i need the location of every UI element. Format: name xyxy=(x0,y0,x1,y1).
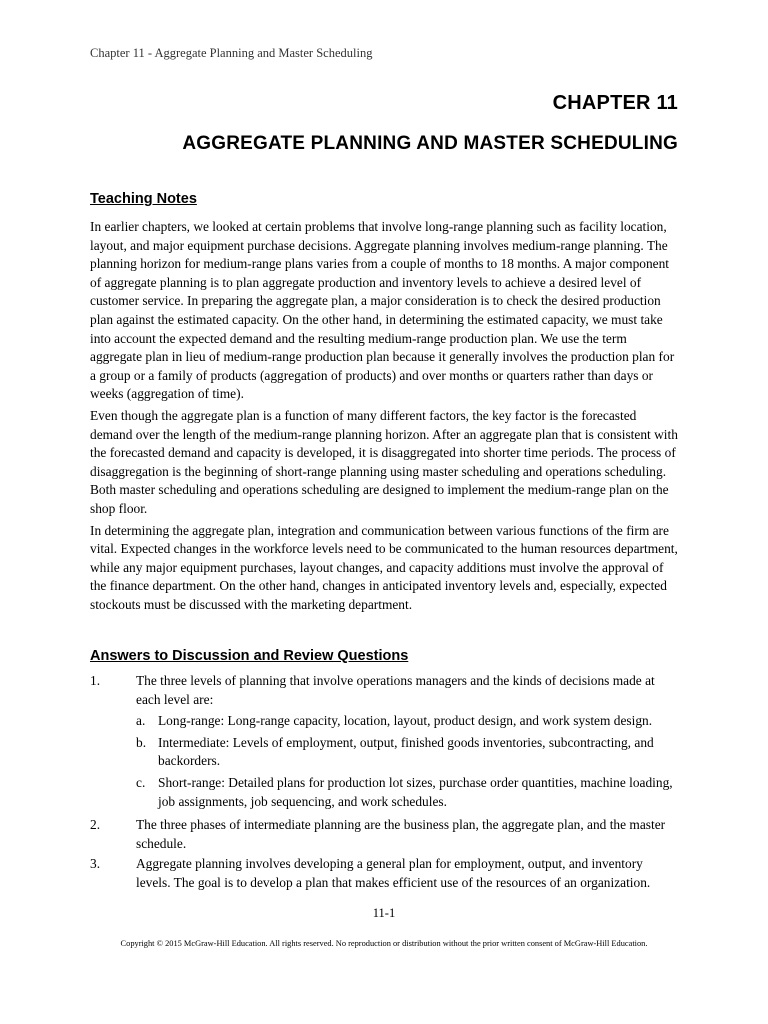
answer-item xyxy=(90,855,680,892)
paragraph: Even though the aggregate plan is a function of many different factors, the key factor is the forecasted demand over the length of the medium-range planning horizon. After an aggregate plan that is consistent with the forecasted demand and capacity is developed, it is disaggregated into shorter time periods. The process of disaggregation is the beginning of short-range planning using master scheduling and operations scheduling. Both master scheduling and operations scheduling are designed to implement the medium-range plan on the shop floor. xyxy=(90,407,678,516)
paragraph: In earlier chapters, we looked at certain problems that involve long-range planning such as facility location, layout, and major equipment purchase decisions. Aggregate planning involves medium-range planning. The planning horizon for medium-range plans varies from a couple of months to 18 months. A major component of aggregate planning is to plan aggregate production and inventory levels to achieve a desired level of customer service. In preparing the aggregate plan, a major consideration is to check the desired production plan against the estimated capacity. On the other hand, in determining the estimated capacity, we must take into account the expected demand and the resulting medium-range production plan. We use the term aggregate plan in lieu of medium-range production plan because it generally involves the production plan for a group or a family of products (aggregation of products) and over months or quarters rather than days or weeks (aggregation of time). xyxy=(90,219,675,402)
answer-number: 2. xyxy=(90,817,101,833)
teaching-notes-heading: Teaching Notes xyxy=(90,191,197,207)
answer-number: 3. xyxy=(90,856,101,872)
answer-number: 1. xyxy=(90,673,101,688)
answer-text: The three phases of intermediate planning are the business plan, the aggregate plan, and the master schedule. xyxy=(136,817,666,851)
sub-item xyxy=(136,774,680,811)
answer-item xyxy=(90,672,680,814)
teaching-notes-body xyxy=(90,218,680,617)
answer-text: Aggregate planning involves developing a general plan for employment, output, and inventory levels. The goal is to develop a plan that makes efficient use of the resources of an organization. xyxy=(136,856,651,890)
sub-item xyxy=(136,712,680,731)
chapter-title: AGGREGATE PLANNING AND MASTER SCHEDULING xyxy=(182,133,678,154)
sub-text: Short-range: Detailed plans for production lot sizes, purchase order quantities, machine loading, job assignments, job sequencing, and work schedules. xyxy=(158,774,673,809)
answers-heading: Answers to Discussion and Review Questions xyxy=(90,648,409,664)
sub-text: Intermediate: Levels of employment, output, finished goods inventories, subcontracting, and backorders. xyxy=(158,734,654,769)
answers-list xyxy=(90,672,680,895)
sub-letter: a. xyxy=(136,713,146,729)
page-number: 11-1 xyxy=(372,906,396,920)
sub-text: Long-range: Long-range capacity, location, layout, product design, and work system design. xyxy=(158,713,653,729)
sub-letter: c. xyxy=(136,774,146,790)
copyright-notice: Copyright © 2015 McGraw-Hill Education. All rights reserved. No reproduction or distribution without the prior written consent of McGraw-Hill Education. xyxy=(120,939,648,948)
answer-sublist xyxy=(136,712,680,811)
answer-text: The three levels of planning that involve operations managers and the kinds of decisions made at each level are: xyxy=(136,673,655,707)
chapter-number: CHAPTER 11 xyxy=(552,92,678,114)
sub-item xyxy=(136,734,680,771)
paragraph: In determining the aggregate plan, integration and communication between various functions of the firm are vital. Expected changes in the workforce levels need to be communicated to the human resources department, while any major equipment purchases, layout changes, and capacity additions must involve the approval of the finance department. On the other hand, changes in anticipated inventory levels and, especially, expected stockouts must be discussed with the marketing department. xyxy=(90,522,678,612)
running-header: Chapter 11 - Aggregate Planning and Master Scheduling xyxy=(90,46,373,60)
sub-letter: b. xyxy=(136,734,147,750)
answer-item xyxy=(90,816,680,853)
